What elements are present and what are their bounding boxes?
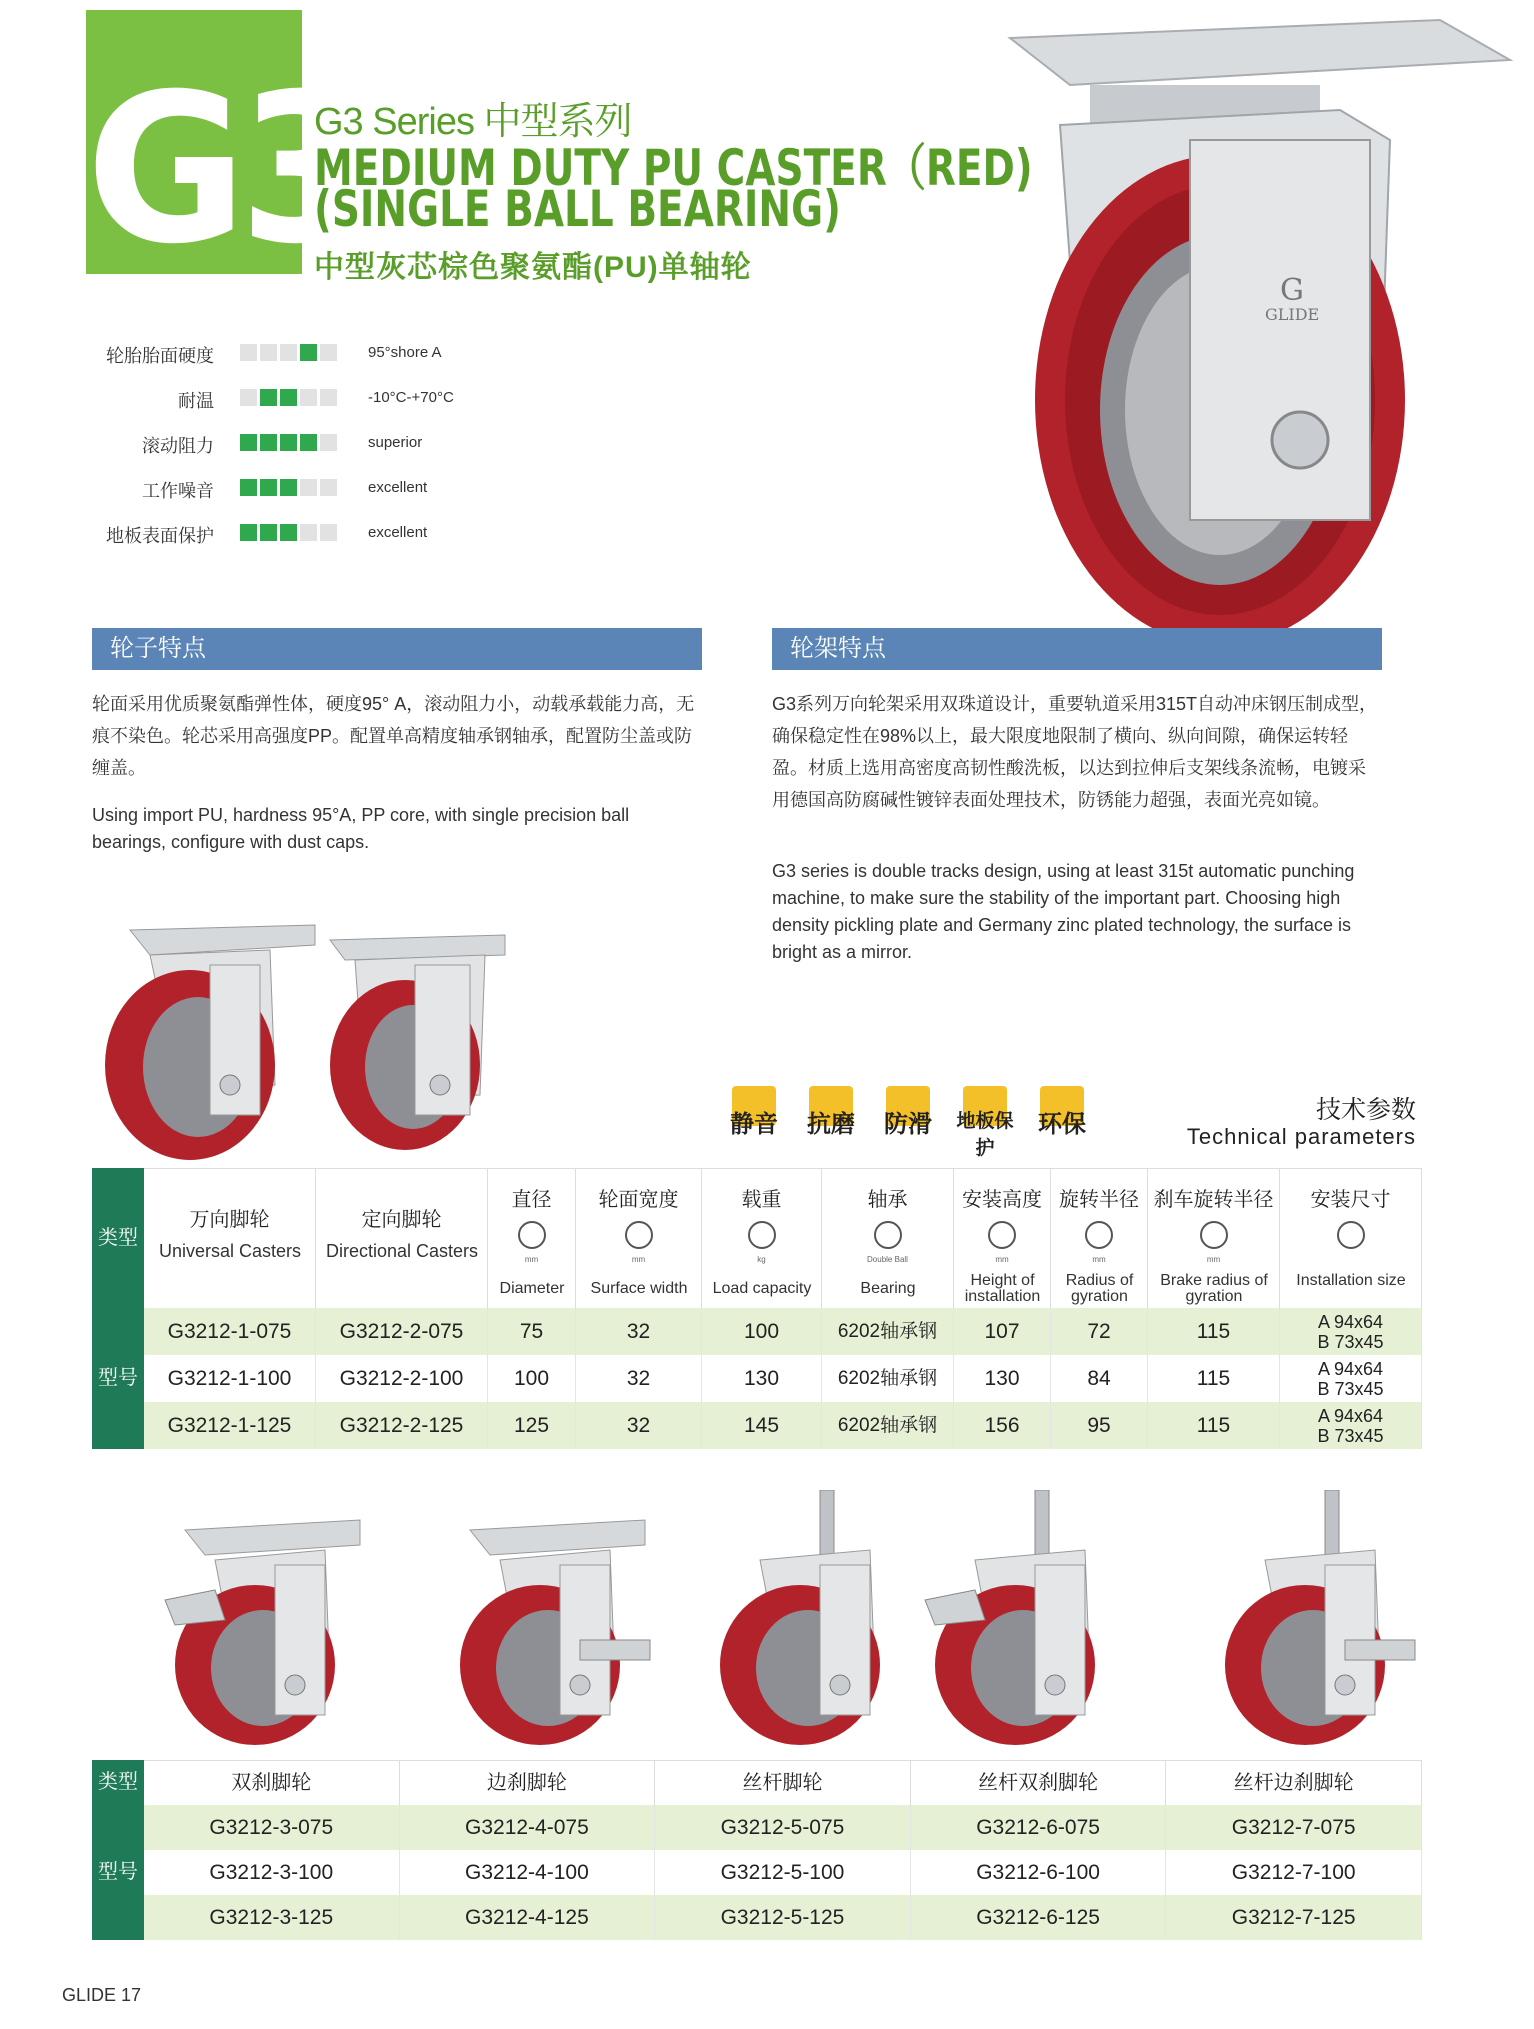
spec-cell [1280,1402,1422,1449]
spec-cell: 6202轴承钢 [822,1355,954,1402]
variant-cell: G3212-3-125 [144,1895,400,1940]
tech-params-cn: 技术参数 [1315,1096,1416,1124]
rating-bars [240,389,340,411]
spec-icon [1337,1221,1365,1249]
variant-cell: G3212-3-075 [144,1805,400,1850]
spec-header-en: Diameter [499,1280,565,1297]
spec-icon [874,1221,902,1249]
spec-header-cn: 轴承 [867,1189,908,1211]
rating-value: excellent [368,479,428,496]
variant-cell: G3212-5-100 [655,1850,911,1895]
spec-header-cell [576,1168,702,1308]
spec-header-cell [954,1168,1051,1308]
spec-cell: 130 [954,1355,1051,1402]
variant-caster-image [905,1490,1135,1750]
rating-bar [320,479,337,496]
svg-text:GLIDE: GLIDE [1265,305,1320,324]
g3-badge-text: G3 [86,50,368,290]
rating-bar [260,344,277,361]
spec-cell: G3212-2-075 [316,1308,488,1355]
rating-value: excellent [368,524,428,541]
variant-header: 边刹脚轮 [400,1760,656,1805]
model-label: 型号 [92,1308,144,1449]
directional-caster-image [325,925,525,1150]
spec-unit: Double Ball [867,1255,908,1264]
install-size-b: B 73x45 [1317,1426,1384,1446]
rating-bar [260,524,277,541]
feature-badge [1028,1082,1096,1144]
rating-value: 95°shore A [368,344,442,361]
rating-row [80,518,500,548]
spec-unit: mm [995,1255,1009,1264]
wheel-features-en: Using import PU, hardness 95°A, PP core, with single precision ball bearings, configure with dust caps. [92,805,630,852]
spec-header-en: Brake radius of gyration [1160,1272,1268,1305]
wheel-features-cn: 轮面采用优质聚氨酯弹性体，硬度95° A，滚动阻力小，动载承载能力高，无痕不染色。轮芯采用高强度PP。配置单高精度轴承钢轴承，配置防尘盖或防缠盖。 [92,694,695,778]
install-size-a: A 94x64 [1317,1406,1384,1426]
rating-bar [260,479,277,496]
variant-cell: G3212-6-075 [911,1805,1167,1850]
rating-bar [240,524,257,541]
variant-cell: G3212-6-125 [911,1895,1167,1940]
spec-cell: 115 [1148,1402,1280,1449]
spec-cell: G3212-2-125 [316,1402,488,1449]
spec-header-cn: 刹车旋转半径 [1153,1189,1274,1211]
rating-bar [320,344,337,361]
variant-header: 双刹脚轮 [144,1760,400,1805]
model-label: 型号 [92,1805,144,1940]
spec-cell: 75 [488,1308,576,1355]
spec-header-en: Surface width [590,1280,688,1297]
badge-label: 环保 [1038,1111,1086,1138]
install-size-a: A 94x64 [1317,1312,1384,1332]
spec-cell [1280,1355,1422,1402]
spec-cell: 32 [576,1308,702,1355]
rating-bar [240,479,257,496]
spec-cell: 6202轴承钢 [822,1308,954,1355]
install-size-b: B 73x45 [1317,1379,1384,1399]
spec-icon [1085,1221,1113,1249]
rating-bar [240,344,257,361]
spec-unit: kg [757,1255,766,1264]
spec-cell: 6202轴承钢 [822,1402,954,1449]
spec-unit: mm [524,1255,539,1264]
install-size-b: B 73x45 [1317,1332,1384,1352]
spec-header-cn: 旋转半径 [1059,1189,1139,1211]
tech-params-en: Technical parameters [1186,1124,1416,1149]
variant-cell: G3212-3-100 [144,1850,400,1895]
variant-table [92,1760,1422,1940]
rating-label: 耐温 [178,391,214,411]
badge-label: 地板保护 [956,1111,1014,1159]
spec-icon [1200,1221,1228,1249]
rating-bar [240,389,257,406]
product-title-line2: (SINGLE BALL BEARING) [314,180,841,238]
rating-bar [280,344,297,361]
variant-cell: G3212-6-100 [911,1850,1167,1895]
variant-header: 丝杆脚轮 [655,1760,911,1805]
spec-header-cell [488,1168,576,1308]
badge-label: 防滑 [884,1111,932,1138]
badge-label: 抗磨 [807,1111,855,1138]
rating-bar [300,389,317,406]
spec-cell: 95 [1051,1402,1148,1449]
spec-cell [1280,1308,1422,1355]
spec-header-cn: 直径 [511,1189,552,1211]
spec-cell: 32 [576,1355,702,1402]
variant-cell: G3212-7-075 [1166,1805,1422,1850]
spec-header-en: Universal Casters [158,1241,302,1261]
spec-cell: 156 [954,1402,1051,1449]
rating-label: 轮胎胎面硬度 [106,346,214,366]
variant-cell: G3212-7-100 [1166,1850,1422,1895]
spec-header-en: Bearing [860,1280,916,1297]
spec-cell: 107 [954,1308,1051,1355]
page-footer: GLIDE 17 [62,1985,142,2005]
rating-bar [260,434,277,451]
spec-cell: 125 [488,1402,576,1449]
rating-bar [280,434,297,451]
spec-header-cell [1280,1168,1422,1308]
variant-cell: G3212-4-100 [400,1850,656,1895]
universal-caster-image [90,915,330,1165]
spec-unit: mm [1206,1255,1221,1264]
spec-header-cell [822,1168,954,1308]
spec-header-cell [144,1168,316,1308]
variant-caster-image [1195,1490,1425,1750]
spec-header-cn: 万向脚轮 [189,1209,270,1231]
rating-bar [300,344,317,361]
rating-label: 地板表面保护 [106,526,214,546]
variant-header: 丝杆边刹脚轮 [1166,1760,1422,1805]
wheel-features-heading: 轮子特点 [92,628,702,670]
rating-bar [320,434,337,451]
rating-bar [300,524,317,541]
spec-unit: mm [1092,1255,1106,1264]
rating-bar [280,389,297,406]
feature-badge [797,1082,865,1144]
rating-bar [300,434,317,451]
rating-row [80,428,500,458]
spec-cell: 100 [488,1355,576,1402]
spec-header-en: Height of installation [964,1272,1041,1305]
spec-header-cn: 安装尺寸 [1310,1189,1391,1211]
install-size-a: A 94x64 [1317,1359,1384,1379]
rating-bar [280,524,297,541]
rating-label: 滚动阻力 [142,436,214,456]
spec-table [92,1168,1422,1453]
rating-bar [280,479,297,496]
rating-bars [240,434,340,456]
variant-caster-image [430,1490,660,1750]
series-title: G3 Series 中型系列 [314,101,632,143]
spec-header-cn: 载重 [741,1189,782,1211]
spec-header-en: Installation size [1296,1272,1406,1289]
rating-value: superior [368,434,423,451]
product-title-cn: 中型灰芯棕色聚氨酯(PU)单轴轮 [314,251,752,284]
type-label: 类型 [92,1168,144,1308]
frame-features-heading: 轮架特点 [772,628,1382,670]
variant-caster-image [145,1490,375,1750]
spec-cell: G3212-1-100 [144,1355,316,1402]
badge-label: 静音 [730,1111,778,1138]
rating-bar [300,479,317,496]
svg-text:G: G [1280,273,1304,308]
product-title-line1: MEDIUM DUTY PU CASTER（RED) [314,139,1033,197]
feature-badge [874,1082,942,1144]
spec-cell: 115 [1148,1308,1280,1355]
spec-header-en: Directional Casters [325,1241,479,1261]
spec-cell: 72 [1051,1308,1148,1355]
variant-cell: G3212-7-125 [1166,1895,1422,1940]
rating-value: -10°C-+70°C [368,389,454,406]
frame-features-en: G3 series is double tracks design, using at least 315t automatic punching machine, to make sure the stability of the important part. Choosing high density pickling plate and Germany zinc plated technology, the surface is bright as a mirror. [772,861,1355,962]
rating-row [80,473,500,503]
frame-features-cn: G3系列万向轮架采用双珠道设计，重要轨道采用315T自动冲床钢压制成型，确保稳定性在98%以上，最大限度地限制了横向、纵向间隙，确保运转轻盈。材质上选用高密度高韧性酸洗板，以达到拉伸后支架线条流畅，电镀采用德国高防腐碱性镀锌表面处理技术，防锈能力超强，表面光亮如镜。 [772,694,1378,810]
variant-cell: G3212-4-125 [400,1895,656,1940]
spec-header-cell [1148,1168,1280,1308]
spec-cell: G3212-2-100 [316,1355,488,1402]
spec-header-cell [1051,1168,1148,1308]
spec-header-en: Load capacity [712,1280,812,1297]
variant-cell: G3212-5-125 [655,1895,911,1940]
spec-header-cell [316,1168,488,1308]
spec-header-cell [702,1168,822,1308]
spec-cell: 84 [1051,1355,1148,1402]
rating-bar [320,524,337,541]
spec-cell: G3212-1-075 [144,1308,316,1355]
rating-bars [240,524,340,546]
rating-bars [240,479,340,501]
spec-header-en: Radius of gyration [1065,1272,1134,1305]
spec-header-cn: 轮面宽度 [598,1189,679,1211]
variant-header: 丝杆双刹脚轮 [911,1760,1167,1805]
spec-cell: 32 [576,1402,702,1449]
spec-cell: 130 [702,1355,822,1402]
large-caster-image [920,0,1520,660]
spec-cell: 115 [1148,1355,1280,1402]
rating-bar [260,389,277,406]
spec-header-cn: 定向脚轮 [361,1209,442,1231]
spec-cell: 145 [702,1402,822,1449]
variant-cell: G3212-4-075 [400,1805,656,1850]
variant-cell: G3212-5-075 [655,1805,911,1850]
spec-icon [748,1221,776,1249]
spec-header-cn: 安装高度 [962,1189,1042,1211]
rating-row [80,383,500,413]
rating-bar [240,434,257,451]
feature-badge [951,1082,1019,1159]
spec-icon [625,1221,653,1249]
spec-icon [518,1221,546,1249]
spec-unit: mm [631,1255,646,1264]
rating-row [80,338,500,368]
rating-label: 工作噪音 [142,481,214,501]
spec-cell: G3212-1-125 [144,1402,316,1449]
rating-bar [320,389,337,406]
spec-cell: 100 [702,1308,822,1355]
feature-badge [720,1082,788,1144]
rating-bars [240,344,340,366]
spec-icon [988,1221,1016,1249]
type-label: 类型 [92,1760,144,1805]
variant-caster-image [690,1490,920,1750]
